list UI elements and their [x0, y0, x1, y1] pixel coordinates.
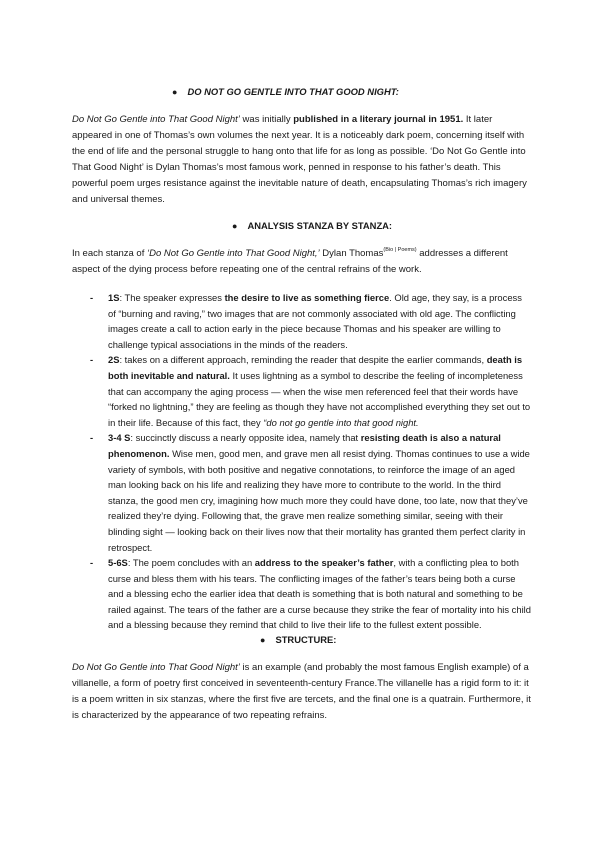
stanza-text-2: It uses lightning as a symbol to describe the feeling of incompleteness that can accompany the aging process — when the wise men referenced feel that their words have “forked no lightning,” they are feeling as though they have not accomplished everything they set out to in their life. Because of this fact, they [108, 369, 531, 428]
stanza-bold: the desire to live as something fierce [224, 292, 390, 303]
stanza-bold: death is both inevitable and natural. [108, 354, 523, 381]
list-item-stanza-2 [90, 352, 532, 430]
bio-poems-superscript: (Bio | Poems) [383, 247, 417, 253]
stanza-italic: “do not go gentle into that good night. [263, 416, 419, 428]
intro-paragraph [72, 112, 532, 208]
stanza-text-1: : The speaker expresses [119, 292, 225, 303]
structure-text-1: is an example (and probably the most famous English example) of a villanelle, a form of poetry first conceived in seventeenth-century France.The villanelle has a rigid form to it: it is a poem written in six stanzas, where the first five are tercets, and the final one is a quatrain. Furthermore, it is characterized by the appearance of two repeating refrains. [72, 662, 531, 721]
intro-poem-title: Do Not Go Gentle into That Good Night’ [72, 114, 240, 125]
heading-title-text: DO NOT GO GENTLE INTO THAT GOOD NIGHT: [187, 86, 399, 97]
structure-poem-title: Do Not Go Gentle into That Good Night’ [72, 662, 240, 673]
heading-title [172, 86, 399, 97]
analysis-intro-text-2: Dylan Thomas [319, 248, 384, 259]
stanza-text-2: , with a conflicting plea to both curse and bless them with his tears. The conflicting images of the father’s tears being both a curse and a blessing echo the earlier idea that death is something that is both natural and something to be railed against. The tears of the father are a curse because they strike the fear of mortality into his child and a blessing because they remind that child to live their life to the fullest extent possible. [108, 557, 531, 631]
intro-bold-1: published in a literary journal in 1951. [293, 114, 464, 125]
stanza-bold: address to the speaker’s father [254, 557, 394, 569]
intro-text-2: It later appeared in one of Thomas’s own volumes the next year. It is a noticeably dark poem, concerning itself with the end of life and the personal struggle to hang onto that life for as long as possible. ‘Do Not Go Gentle into That Good Night’ is Dylan Thomas’s most famous work, penned in response to his father’s death. This powerful poem urges resistance against the inevitable nature of death, encapsulating Thomas’s rich imagery and universal themes. [72, 114, 527, 205]
list-item-stanza-1 [90, 290, 532, 352]
analysis-intro-text-1: In each stanza of [72, 248, 147, 259]
bullet-icon: ● [172, 87, 178, 97]
stanza-text-1: : takes on a different approach, reminding the reader that despite the earlier commands, [119, 354, 487, 366]
stanza-label: 1S [108, 292, 120, 303]
dash-marker: - [90, 354, 94, 366]
structure-paragraph [72, 660, 532, 724]
heading-analysis-text: ANALYSIS STANZA BY STANZA: [247, 220, 393, 231]
stanza-label: 5-6S [108, 557, 128, 569]
heading-analysis [232, 220, 392, 231]
dash-marker: - [90, 432, 94, 444]
dash-marker: - [90, 292, 94, 303]
heading-structure-text: STRUCTURE: [275, 634, 337, 645]
stanza-list [90, 290, 532, 633]
bullet-icon: ● [232, 221, 238, 231]
analysis-intro-paragraph [72, 246, 532, 278]
heading-structure [260, 634, 336, 645]
stanza-text-1: : succinctly discuss a nearly opposite idea, namely that [130, 432, 361, 444]
intro-text-1: was initially [239, 114, 294, 125]
list-item-stanza-5-6 [90, 555, 532, 633]
analysis-intro-text-3: addresses a different aspect of the dying process before repeating one of the central refrains of the work. [72, 248, 508, 275]
stanza-text-1: : The poem concludes with an [127, 557, 255, 569]
stanza-text-2: Wise men, good men, and grave men all resist dying. Thomas continues to use a wide variety of symbols, with both positive and negative connotations, to reinforce the image of an aged man looking back on his life and realizing they have more to contribute to the world. In the third stanza, the good men cry, imagining how much more they could have done, too late, now that they’ve realized they’re dying. Following that, the grave men realize something similar, seeing with their blinding sight — looking back on their lives now that their mortality has granted them perfect clarity in retrospect. [108, 447, 530, 553]
list-item-stanza-3-4 [90, 430, 532, 555]
stanza-bold: resisting death is also a natural phenomenon. [108, 432, 501, 459]
stanza-label: 3-4 S [108, 432, 131, 444]
stanza-text-2: . Old age, they say, is a process of “burning and raving,” two images that are not commonly associated with old age. The conflicting images create a call to action early in the piece because Thomas and his speaker are willing to challenge typical associations in the minds of the readers. [108, 292, 522, 350]
bullet-icon: ● [260, 635, 266, 645]
analysis-intro-poem-title: ‘Do Not Go Gentle into That Good Night,’ [147, 248, 320, 259]
dash-marker: - [90, 557, 94, 569]
stanza-label: 2S [108, 354, 120, 366]
